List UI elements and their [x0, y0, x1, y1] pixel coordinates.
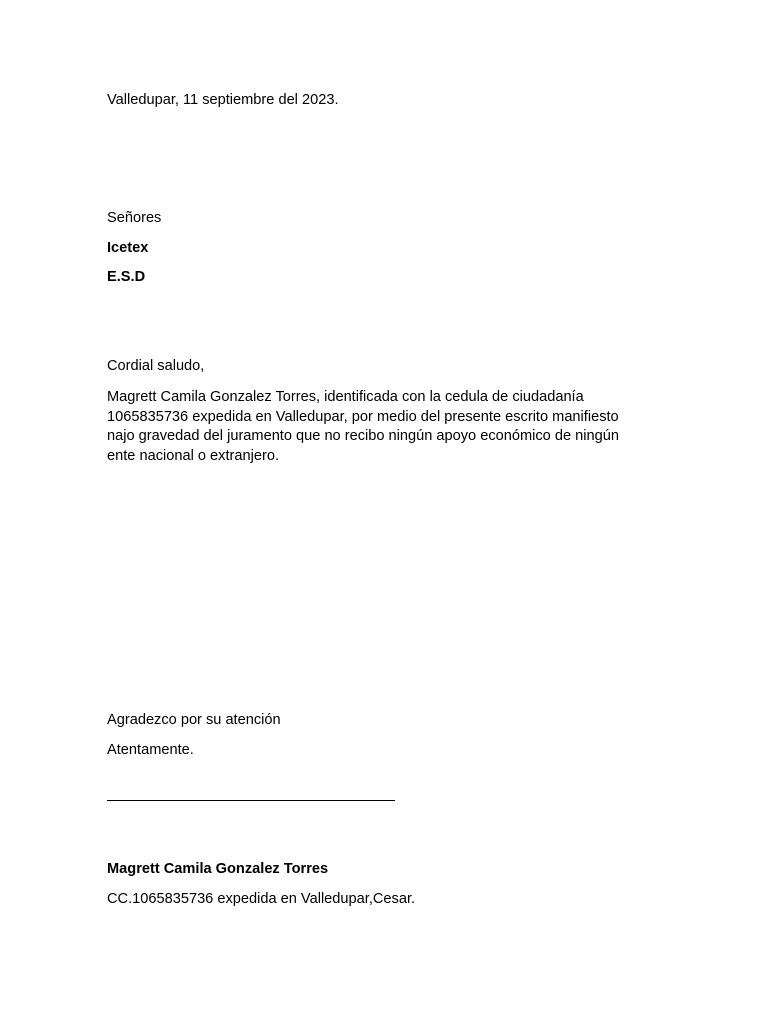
body-line: 1065835736 expedida en Valledupar, por medio del presente escrito manifiesto: [107, 408, 619, 425]
body-line: ente nacional o extranjero.: [107, 447, 279, 464]
body-line: najo gravedad del juramento que no recibo ningún apoyo económico de ningún: [107, 428, 619, 444]
date-line: Valledupar, 11 septiembre del 2023.: [107, 92, 339, 108]
body-line: Magrett Camila Gonzalez Torres, identificada con la cedula de ciudadanía: [107, 389, 584, 405]
closing-line: Atentamente.: [107, 742, 194, 758]
signature-line: [107, 800, 395, 801]
salutation-to: Señores: [107, 210, 162, 226]
thanks-line: Agradezco por su atención: [107, 712, 281, 728]
signer-name: Magrett Camila Gonzalez Torres: [107, 861, 329, 877]
recipient-abbrev: E.S.D: [107, 269, 146, 285]
recipient-name: Icetex: [107, 240, 149, 256]
body-paragraph: [107, 388, 667, 466]
signer-id: CC.1065835736 expedida en Valledupar,Cesar.: [107, 891, 416, 907]
greeting: Cordial saludo,: [107, 358, 205, 374]
